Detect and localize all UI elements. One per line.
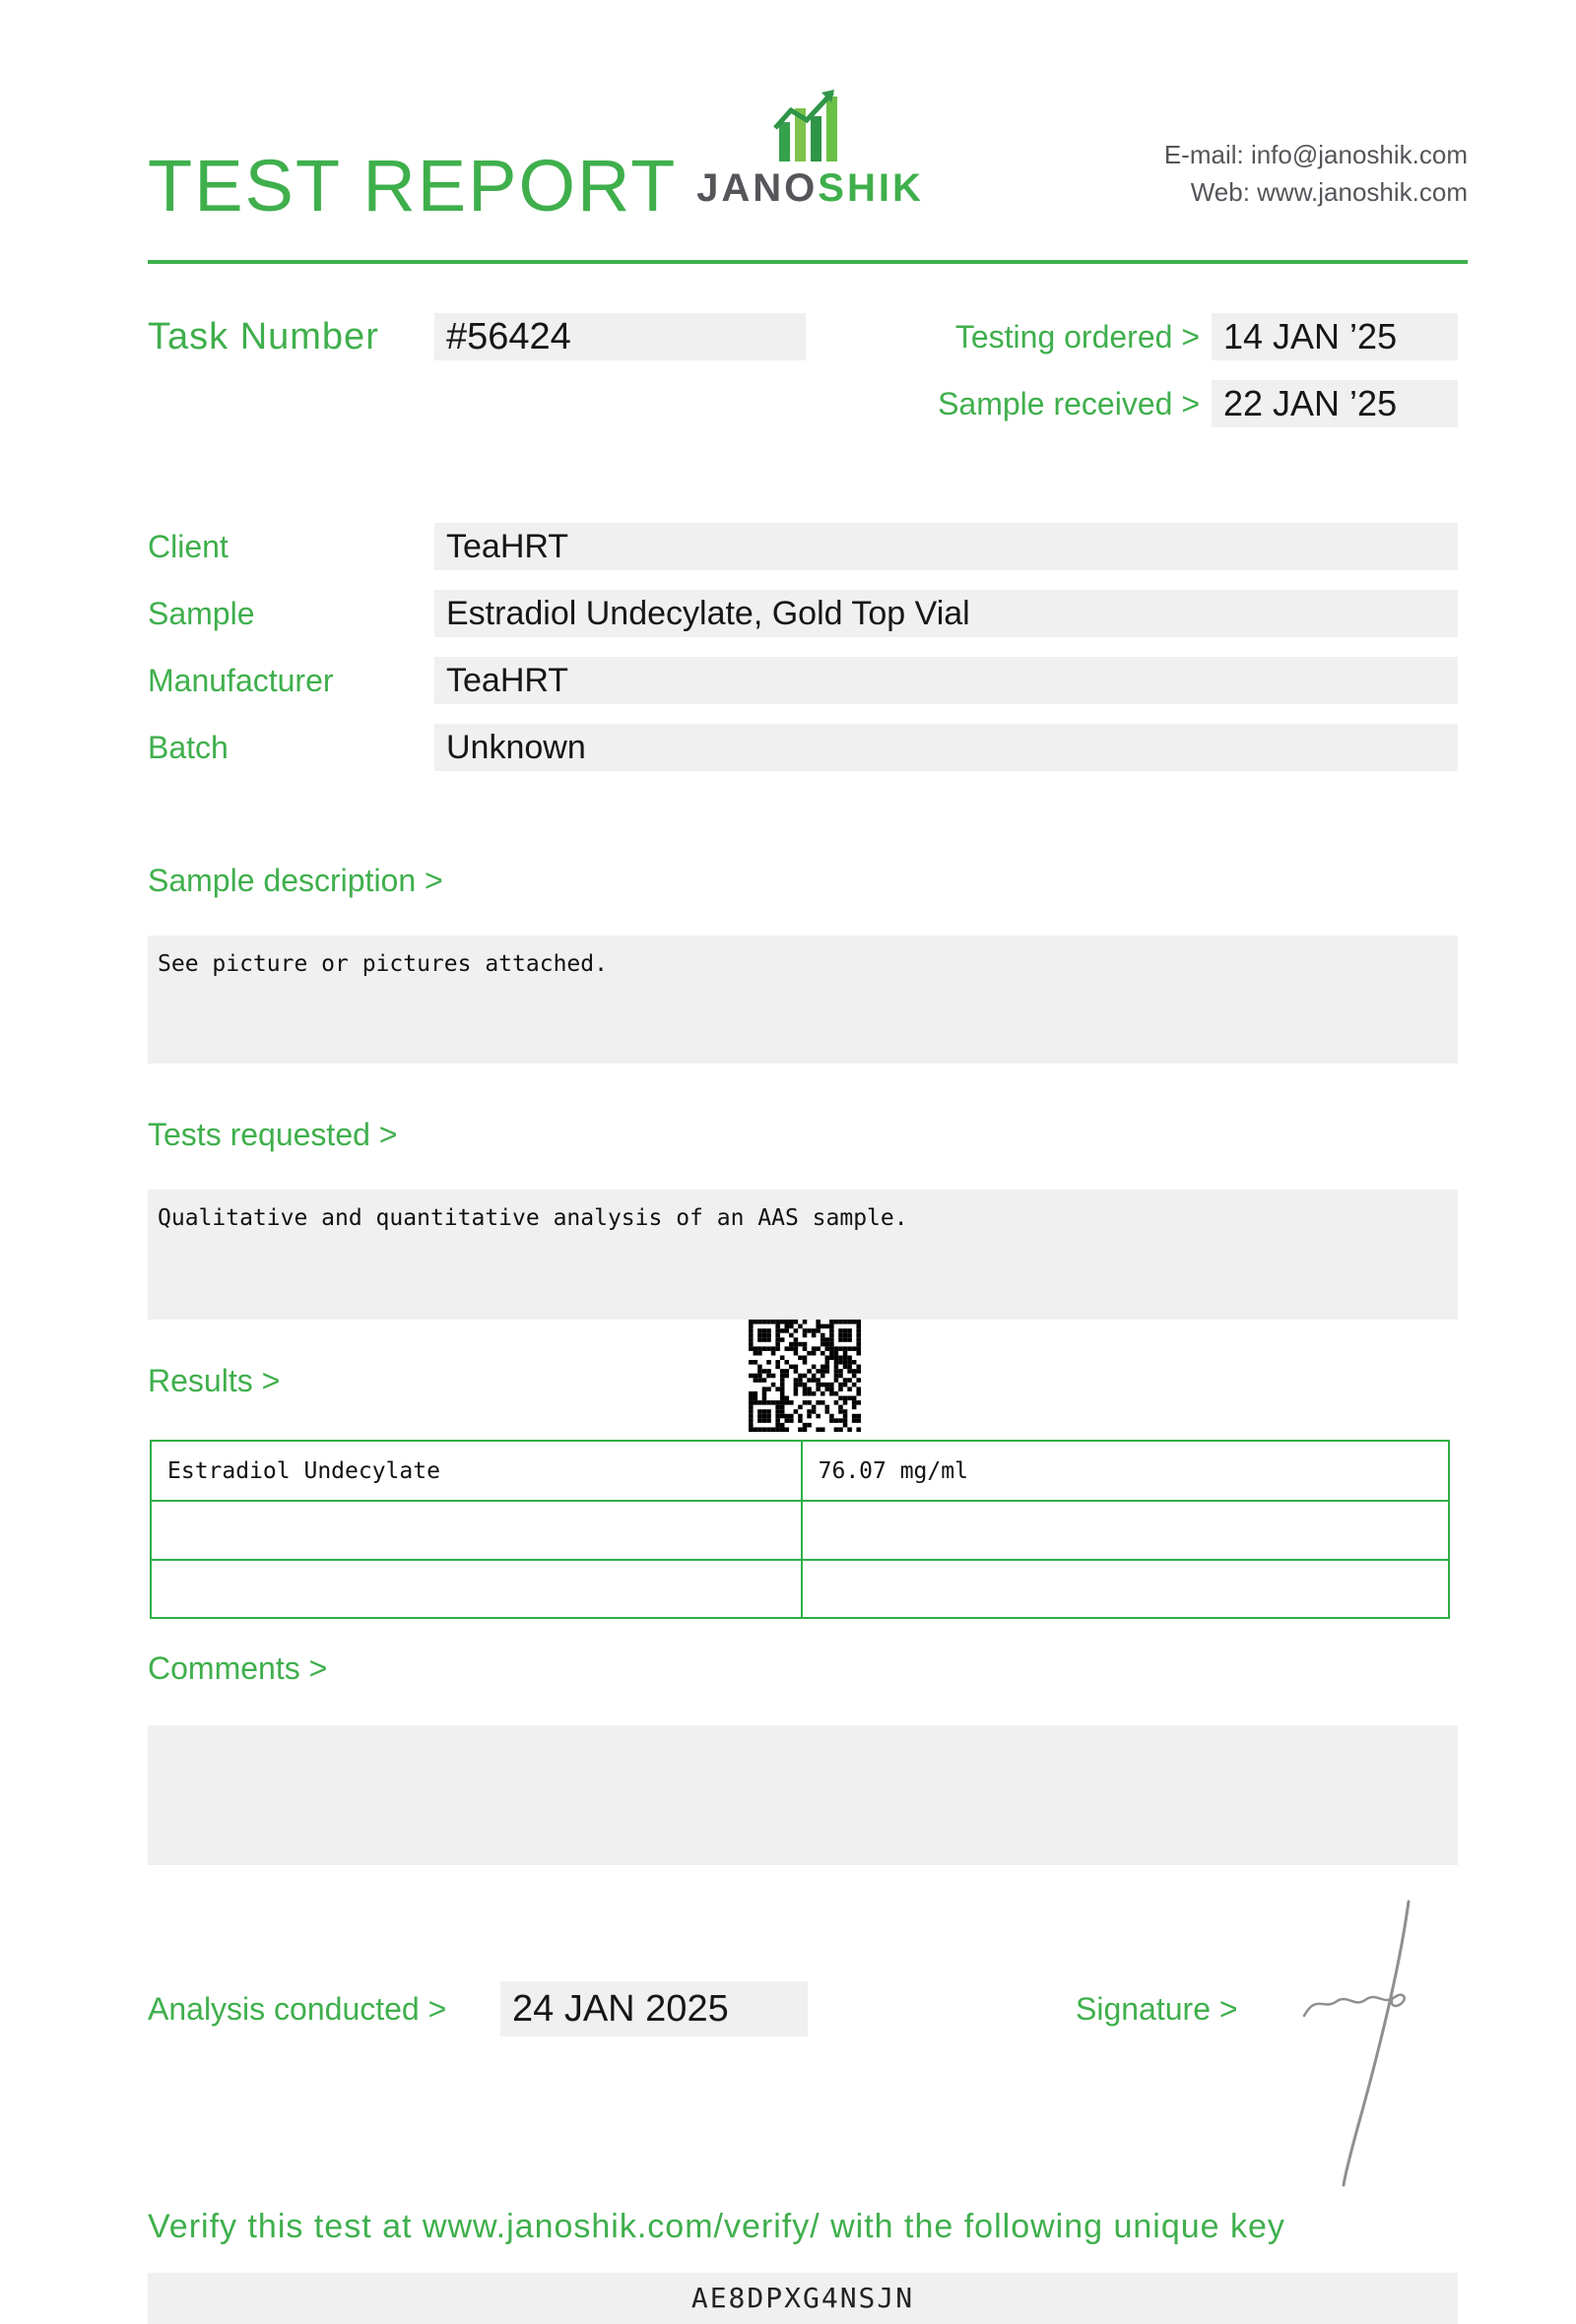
result-value-cell xyxy=(803,1559,1448,1617)
batch-label: Batch xyxy=(148,730,229,765)
client-label: Client xyxy=(148,529,229,564)
task-number-label: Task Number xyxy=(148,316,379,357)
logo-chart-icon xyxy=(769,87,852,161)
verify-key: AE8DPXG4NSJN xyxy=(148,2273,1458,2324)
tests-requested-box xyxy=(148,1190,1458,1320)
result-name-cell xyxy=(152,1500,803,1558)
comments-box xyxy=(148,1725,1458,1865)
sample-value: Estradiol Undecylate, Gold Top Vial xyxy=(434,590,1458,637)
testing-ordered-value: 14 JAN ’25 xyxy=(1212,313,1458,360)
result-value-cell xyxy=(803,1500,1448,1558)
page-title: TEST REPORT xyxy=(148,145,678,226)
sample-description-box xyxy=(148,936,1458,1064)
task-number-value: #56424 xyxy=(434,313,806,360)
sample-received-label: Sample received > xyxy=(938,386,1200,421)
results-table xyxy=(150,1440,1450,1619)
results-heading: Results > xyxy=(148,1363,281,1398)
sample-description-heading: Sample description > xyxy=(148,863,443,898)
result-name-cell: Estradiol Undecylate xyxy=(152,1442,803,1500)
sample-label: Sample xyxy=(148,596,255,631)
logo-text-jano: JANO xyxy=(696,166,819,210)
contact-email: E-mail: info@janoshik.com xyxy=(1163,140,1468,169)
sample-received-value: 22 JAN ’25 xyxy=(1212,380,1458,427)
verify-text: Verify this test at www.janoshik.com/verify/ with the following unique key xyxy=(148,2208,1285,2245)
janoshik-logo xyxy=(694,87,926,211)
tests-requested-text: Qualitative and quantitative analysis of an AAS sample. xyxy=(158,1205,908,1231)
header-divider xyxy=(148,260,1468,264)
result-name-cell xyxy=(152,1559,803,1617)
signature-image xyxy=(1298,1896,1446,2191)
manufacturer-value: TeaHRT xyxy=(434,657,1458,704)
analysis-conducted-value: 24 JAN 2025 xyxy=(500,1981,808,2036)
client-value: TeaHRT xyxy=(434,523,1458,570)
qr-code-image xyxy=(749,1320,861,1432)
signature-label: Signature > xyxy=(1076,1991,1238,2027)
contact-block xyxy=(1164,136,1468,211)
logo-wordmark xyxy=(694,166,926,211)
batch-value: Unknown xyxy=(434,724,1458,771)
analysis-conducted-label: Analysis conducted > xyxy=(148,1991,447,2027)
sample-description-text: See picture or pictures attached. xyxy=(158,951,608,977)
comments-heading: Comments > xyxy=(148,1650,328,1686)
tests-requested-heading: Tests requested > xyxy=(148,1117,398,1152)
result-value-cell: 76.07 mg/ml xyxy=(818,1457,968,1484)
logo-text-shik: SHIK xyxy=(818,166,924,210)
manufacturer-label: Manufacturer xyxy=(148,663,334,698)
testing-ordered-label: Testing ordered > xyxy=(954,319,1200,355)
contact-web: Web: www.janoshik.com xyxy=(1190,177,1468,207)
